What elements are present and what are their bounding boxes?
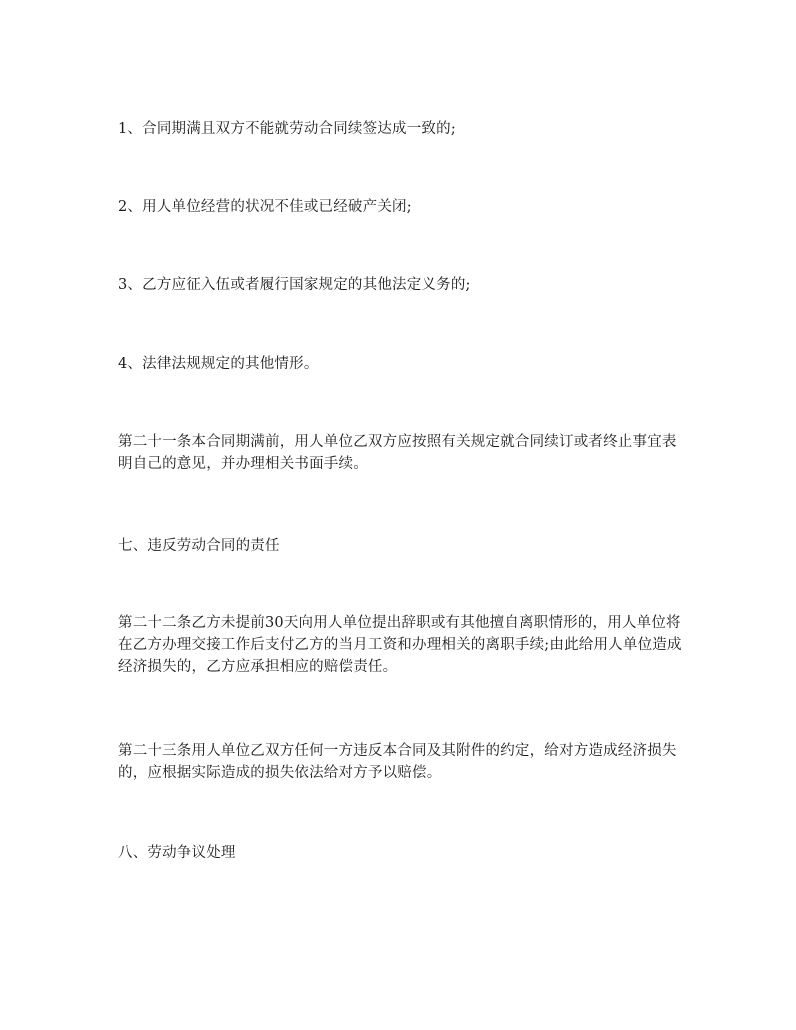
list-item-1: 1、合同期满且双方不能就劳动合同续签达成一致的; xyxy=(118,121,456,137)
list-item-2: 2、用人单位经营的状况不佳或已经破产关闭; xyxy=(118,199,412,215)
article-22-paragraph: 第二十二条乙方未提前30天向用人单位提出辞职或有其他擅自离职情形的，用人单位将在乙方办理交接工作后支付乙方的当月工资和办理相关的离职手续;由此给用人单位造成经济损失的，乙方应承担相应的赔偿责任。 xyxy=(118,615,682,675)
list-item-4: 4、法律法规规定的其他情形。 xyxy=(118,356,319,372)
list-item-3: 3、乙方应征入伍或者履行国家规定的其他法定义务的; xyxy=(118,277,471,293)
article-21-paragraph: 第二十一条本合同期满前，用人单位乙双方应按照有关规定就合同续订或者终止事宜表明自己的意见，并办理相关书面手续。 xyxy=(118,434,677,472)
section-heading-breach-liability: 七、违反劳动合同的责任 xyxy=(118,538,280,554)
article-23-paragraph: 第二十三条用人单位乙双方任何一方违反本合同及其附件的约定，给对方造成经济损失的，应根据实际造成的损失依法给对方予以赔偿。 xyxy=(118,743,677,781)
section-heading-dispute-handling: 八、劳动争议处理 xyxy=(118,845,236,861)
